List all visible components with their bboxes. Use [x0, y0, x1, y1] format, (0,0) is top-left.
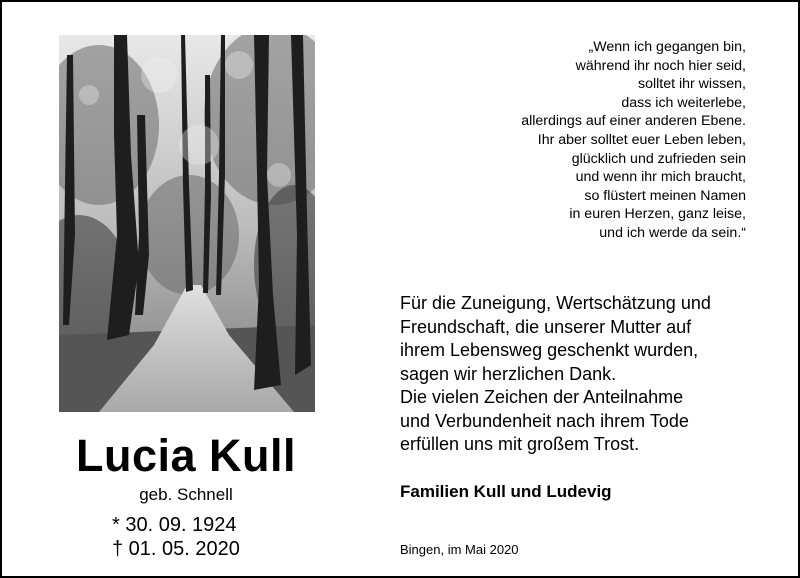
poem-line: glücklich und zufrieden sein [571, 150, 746, 167]
place-date: Bingen, im Mai 2020 [400, 542, 519, 557]
thanks-line: und Verbundenheit nach ihrem Tode [400, 410, 689, 431]
thanks-text [400, 292, 711, 457]
life-dates [112, 513, 240, 561]
death-date: † 01. 05. 2020 [112, 538, 240, 560]
poem-line: in euren Herzen, ganz leise, [569, 206, 746, 223]
thanks-line: erfüllen uns mit großem Trost. [400, 434, 640, 454]
thanks-line: ihrem Lebensweg geschenkt wurden, [400, 340, 699, 360]
poem-line: und wenn ihr mich braucht, [575, 169, 746, 186]
family-signature: Familien Kull und Ludevig [400, 482, 612, 501]
poem [521, 38, 746, 243]
poem-line: „Wenn ich gegangen bin, [588, 39, 746, 55]
thanks-line: Für die Zuneigung, Wertschätzung und [400, 293, 711, 313]
deceased-name: Lucia Kull [75, 430, 297, 481]
birth-date: * 30. 09. 1924 [112, 514, 237, 536]
poem-line: Ihr aber solltet euer Leben leben, [537, 131, 746, 148]
poem-line: dass ich weiterlebe, [621, 94, 746, 111]
thanks-line: Die vielen Zeichen der Anteilnahme [400, 387, 684, 407]
forest-path-photo [59, 35, 315, 412]
poem-line: und ich werde da sein.“ [599, 224, 746, 241]
thanks-line: sagen wir herzlichen Dank. [400, 363, 617, 384]
maiden-name: geb. Schnell [139, 485, 233, 504]
poem-line: während ihr noch hier seid, [575, 57, 746, 74]
thanks-line: Freundschaft, die unserer Mutter auf [400, 316, 692, 337]
poem-line: allerdings auf einer anderen Ebene. [521, 113, 746, 130]
poem-line: so flüstert meinen Namen [584, 187, 746, 204]
poem-line: solltet ihr wissen, [637, 76, 746, 93]
